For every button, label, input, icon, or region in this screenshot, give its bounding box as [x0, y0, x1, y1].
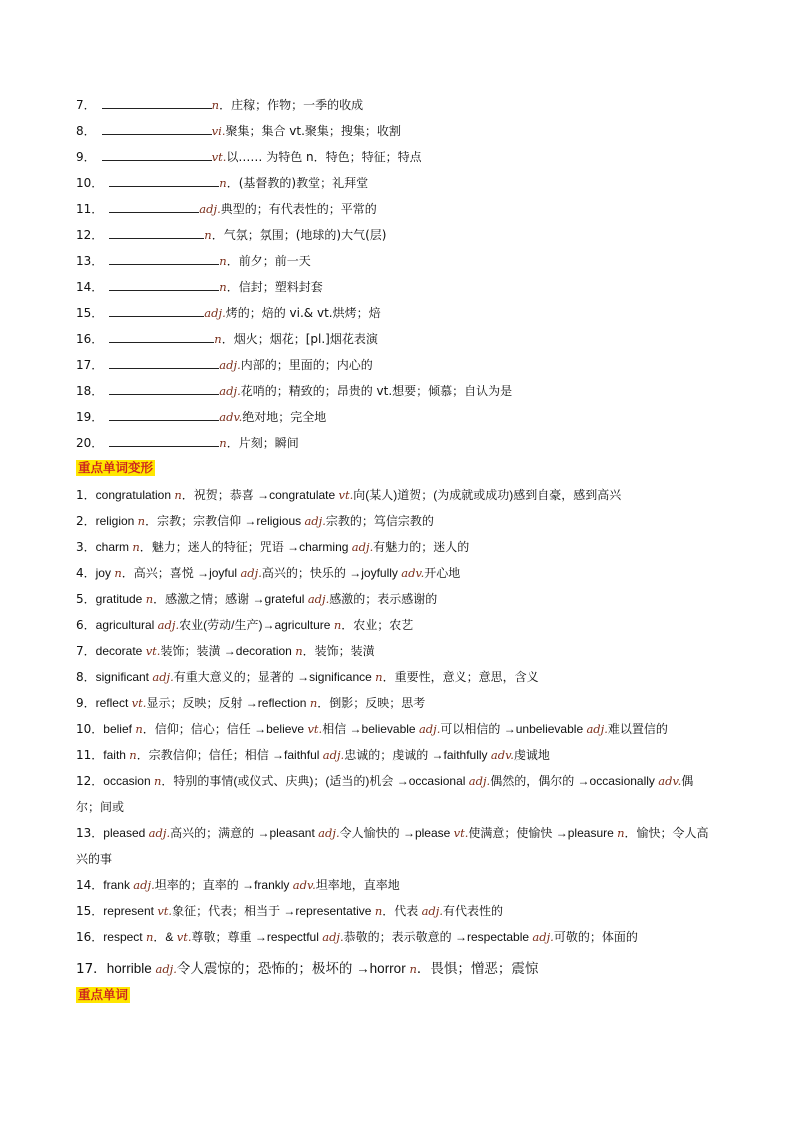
word-form-item [76, 487, 621, 503]
word-form-text: 高兴的；快乐的 →joyfully [261, 566, 402, 580]
part-of-speech: adj. [240, 566, 262, 580]
part-of-speech: adj. [204, 306, 226, 320]
item-number: 8． [76, 124, 96, 138]
part-of-speech: adj. [304, 514, 326, 528]
part-of-speech: adj. [318, 826, 340, 840]
word-form-text: 高兴的；满意的 →pleasant [170, 826, 319, 840]
definition: 典型的；有代表性的；平常的 [220, 202, 377, 216]
part-of-speech: adj. [199, 202, 221, 216]
word-form-text: ．魅力；迷人的特征；咒语 →charming [139, 540, 352, 554]
item-number: 4． [76, 566, 96, 580]
item-number: 15． [76, 306, 104, 320]
part-of-speech: adv. [490, 748, 514, 762]
word-form-text: ．特别的事情(或仪式、庆典)；(适当的)机会 →occasional [161, 774, 469, 788]
item-number: 2． [76, 514, 96, 528]
word-form-text: ．装饰；装潢 [302, 644, 375, 658]
definition: 绝对地；完全地 [242, 410, 327, 424]
answer-blank[interactable] [109, 409, 219, 421]
part-of-speech: vt. [338, 488, 354, 502]
word-form-text: 可敬的；体面的 [553, 930, 638, 944]
word-form-text: 相信 →believable [322, 722, 419, 736]
part-of-speech: n [219, 254, 227, 268]
item-number: 15． [76, 904, 104, 918]
part-of-speech: adj. [418, 722, 441, 736]
word-form-continuation: 尔；间或 [76, 800, 125, 814]
part-of-speech: adj. [351, 540, 374, 554]
word-form-item [76, 773, 693, 789]
item-number: 17． [76, 358, 104, 372]
blank-item [76, 227, 386, 243]
word-form-item [76, 565, 460, 581]
part-of-speech: n [309, 696, 318, 710]
word-form-item [76, 961, 538, 977]
word-form-item [76, 617, 413, 633]
part-of-speech: vi. [211, 124, 226, 138]
part-of-speech: adj. [133, 878, 155, 892]
word-form-text: ．感激之情；感谢 →grateful [153, 592, 308, 606]
blank-item [76, 409, 326, 425]
word-form-text: 显示；反映；反射 →reflection [146, 696, 310, 710]
answer-blank[interactable] [109, 279, 219, 291]
part-of-speech: vt. [307, 722, 323, 736]
part-of-speech: n [374, 904, 383, 918]
item-number: 7． [76, 98, 96, 112]
word-form-text: 使满意；使愉快 →pleasure [468, 826, 618, 840]
blank-item [76, 357, 373, 373]
word-form-text: decorate [95, 644, 146, 658]
word-form-item [76, 643, 375, 659]
part-of-speech: n [132, 540, 140, 554]
item-number: 5． [76, 592, 96, 606]
word-form-text: represent [103, 904, 158, 918]
item-number: 14． [76, 280, 104, 294]
item-number: 16． [76, 930, 104, 944]
word-form-text: 忠诚的；虔诚的 →faithfully [344, 748, 491, 762]
blank-item [76, 201, 377, 217]
word-form-text: occasion [103, 774, 154, 788]
part-of-speech: n [135, 722, 143, 736]
part-of-speech: vt. [453, 826, 469, 840]
word-form-text: congratulation [95, 488, 175, 502]
word-form-text: 宗教的；笃信宗教的 [325, 514, 434, 528]
word-form-text: 装饰；装潢 →decoration [160, 644, 296, 658]
word-form-text: joy [95, 566, 115, 580]
word-form-text: ．愉快；令人高 [624, 826, 709, 840]
part-of-speech: adv. [292, 878, 316, 892]
part-of-speech: n [153, 774, 162, 788]
blank-item [76, 383, 512, 399]
item-number: 9． [76, 696, 96, 710]
word-form-text: 开心地 [424, 566, 461, 580]
part-of-speech: adj. [322, 930, 344, 944]
part-of-speech: adj. [421, 904, 444, 918]
item-number: 1． [76, 488, 96, 502]
word-form-item [76, 695, 425, 711]
word-form-text: ．倒影；反映；思考 [317, 696, 426, 710]
word-form-text: 偶然的，偶尔的 →occasionally [490, 774, 659, 788]
word-form-text: 有魅力的；迷人的 [373, 540, 470, 554]
part-of-speech: n [145, 930, 154, 944]
part-of-speech: n [114, 566, 122, 580]
part-of-speech: n [211, 98, 220, 112]
part-of-speech: adj. [468, 774, 491, 788]
word-form-text: 令人震惊的；恐怖的；极坏的 →horror [176, 961, 410, 976]
answer-blank[interactable] [109, 227, 204, 239]
part-of-speech: n [204, 228, 212, 242]
answer-blank[interactable] [109, 383, 219, 395]
definition: ．(基督教的)教堂；礼拜堂 [226, 176, 369, 190]
blank-item [76, 123, 401, 139]
word-form-item [76, 929, 638, 945]
word-form-text: ．代表 [382, 904, 422, 918]
word-form-text: ．& [153, 930, 177, 944]
word-form-text: reflect [95, 696, 132, 710]
part-of-speech: adj. [155, 962, 177, 976]
item-number: 3． [76, 540, 96, 554]
word-form-text: frank [103, 878, 134, 892]
word-form-text: 虔诚地 [513, 748, 550, 762]
part-of-speech: n [375, 670, 383, 684]
answer-blank[interactable] [102, 123, 212, 135]
word-form-text: 农业(劳动/生产)→agriculture [179, 618, 334, 632]
item-number: 18． [76, 384, 104, 398]
part-of-speech: vt. [157, 904, 173, 918]
item-number: 20． [76, 436, 104, 450]
part-of-speech: n [219, 176, 227, 190]
word-form-item [76, 903, 503, 919]
item-number: 12． [76, 774, 104, 788]
part-of-speech: adj. [532, 930, 554, 944]
section-title-key-words: 重点单词 [78, 987, 129, 1002]
part-of-speech: n [219, 280, 227, 294]
item-number: 14． [76, 878, 104, 892]
word-form-text: ．祝贺；恭喜 →congratulate [181, 488, 339, 502]
answer-blank[interactable] [109, 305, 204, 317]
word-form-text: 难以置信的 [607, 722, 668, 736]
part-of-speech: n [129, 748, 137, 762]
part-of-speech: adv. [658, 774, 682, 788]
item-number: 17． [76, 961, 107, 977]
word-form-text: ．信仰；信心；信任 →believe [142, 722, 308, 736]
definition: 聚集；集合 vt.聚集；搜集；收割 [225, 124, 401, 138]
blank-item [76, 97, 363, 113]
item-number: 13． [76, 826, 104, 840]
item-number: 9． [76, 150, 96, 164]
part-of-speech: adj. [586, 722, 608, 736]
definition: ．庄稼；作物；一季的收成 [219, 98, 364, 112]
item-number: 13． [76, 254, 104, 268]
word-form-item [76, 591, 437, 607]
word-form-text: 偶 [681, 774, 694, 788]
word-form-text: 象征；代表；相当于 →representative [172, 904, 375, 918]
word-form-item [76, 877, 400, 893]
item-number: 6． [76, 618, 96, 632]
definition: ．片刻；瞬间 [226, 436, 299, 450]
item-number: 8． [76, 670, 96, 684]
part-of-speech: n [333, 618, 342, 632]
word-form-text: belief [103, 722, 136, 736]
word-form-text: pleased [103, 826, 149, 840]
word-form-text: 尊敬；尊重 →respectful [191, 930, 323, 944]
part-of-speech: adj. [219, 358, 241, 372]
answer-blank[interactable] [109, 253, 219, 265]
part-of-speech: n [409, 962, 417, 976]
part-of-speech: adj. [148, 826, 171, 840]
word-form-text: charm [95, 540, 133, 554]
item-number: 11． [76, 202, 104, 216]
word-form-text: 有代表性的 [443, 904, 504, 918]
item-number: 7． [76, 644, 96, 658]
part-of-speech: adj. [307, 592, 330, 606]
answer-blank[interactable] [102, 149, 212, 161]
word-form-item [76, 825, 709, 841]
part-of-speech: vt. [145, 644, 161, 658]
part-of-speech: n [145, 592, 154, 606]
item-number: 10． [76, 176, 104, 190]
answer-blank[interactable] [109, 435, 219, 447]
word-form-text: ．宗教信仰；信任；相信 →faithful [136, 748, 323, 762]
blank-item [76, 279, 323, 295]
blank-item [76, 435, 299, 451]
definition: ．信封；塑料封套 [226, 280, 323, 294]
blank-item [76, 149, 422, 165]
word-form-text: ．畏惧；憎恶；震惊 [416, 961, 539, 976]
word-form-text: agricultural [95, 618, 158, 632]
part-of-speech: n [295, 644, 303, 658]
definition: 内部的；里面的；内心的 [240, 358, 373, 372]
answer-blank[interactable] [109, 201, 199, 213]
part-of-speech: adj. [157, 618, 180, 632]
part-of-speech: vt. [211, 150, 227, 164]
blank-item [76, 175, 368, 191]
word-form-text: ．高兴；喜悦 →joyful [121, 566, 241, 580]
item-number: 16． [76, 332, 104, 346]
part-of-speech: vt. [131, 696, 147, 710]
word-form-text: 可以相信的 →unbelievable [440, 722, 587, 736]
item-number: 10． [76, 722, 104, 736]
definition: ．烟火；烟花；[pl.]烟花表演 [221, 332, 378, 346]
definition: 以…… 为特色 n．特色；特征；特点 [226, 150, 422, 164]
blank-item [76, 305, 381, 321]
word-form-text: 有重大意义的；显著的 →significance [173, 670, 376, 684]
word-form-item [76, 669, 539, 685]
part-of-speech: adv. [219, 410, 243, 424]
item-number: 12． [76, 228, 104, 242]
word-form-text: 向(某人)道贺；(为成就或成功)感到自豪，感到高兴 [353, 488, 622, 502]
part-of-speech: n [214, 332, 222, 346]
word-form-text: 坦率的；直率的 →frankly [154, 878, 293, 892]
answer-blank[interactable] [109, 357, 219, 369]
word-form-text: faith [103, 748, 130, 762]
blank-item [76, 331, 378, 347]
part-of-speech: adj. [152, 670, 174, 684]
part-of-speech: n [174, 488, 182, 502]
word-form-text: religion [95, 514, 138, 528]
blank-item [76, 253, 311, 269]
word-form-text: 感激的；表示感谢的 [329, 592, 438, 606]
word-form-text: gratitude [95, 592, 146, 606]
part-of-speech: n [219, 436, 227, 450]
word-form-text: significant [95, 670, 153, 684]
part-of-speech: n [617, 826, 625, 840]
word-form-text: 恭敬的；表示敬意的 →respectable [343, 930, 533, 944]
word-form-item [76, 747, 550, 763]
answer-blank[interactable] [102, 97, 212, 109]
part-of-speech: n [137, 514, 146, 528]
word-form-text: 坦率地，直率地 [315, 878, 400, 892]
word-form-item [76, 513, 434, 529]
word-form-text: ．农业；农艺 [341, 618, 414, 632]
word-form-text: ．宗教；宗教信仰 →religious [145, 514, 305, 528]
item-number: 11． [76, 748, 104, 762]
answer-blank[interactable] [109, 331, 214, 343]
item-number: 19． [76, 410, 104, 424]
word-form-continuation: 兴的事 [76, 852, 113, 866]
word-form-text: horrible [106, 961, 156, 976]
definition: ．前夕；前一天 [226, 254, 311, 268]
part-of-speech: adj. [322, 748, 345, 762]
word-form-item [76, 539, 469, 555]
definition: ．气氛；氛围；(地球的)大气(层) [211, 228, 387, 242]
answer-blank[interactable] [109, 175, 219, 187]
part-of-speech: adj. [219, 384, 241, 398]
part-of-speech: vt. [176, 930, 192, 944]
word-form-text: respect [103, 930, 146, 944]
section-title-word-forms: 重点单词变形 [78, 460, 154, 475]
word-form-text: 令人愉快的 →please [339, 826, 454, 840]
definition: 烤的；焙的 vi.& vt.烘烤；焙 [225, 306, 381, 320]
part-of-speech: adv. [401, 566, 425, 580]
word-form-text: ．重要性，意义；意思，含义 [382, 670, 539, 684]
definition: 花哨的；精致的；昂贵的 vt.想要；倾慕；自认为是 [240, 384, 513, 398]
word-form-item [76, 721, 668, 737]
